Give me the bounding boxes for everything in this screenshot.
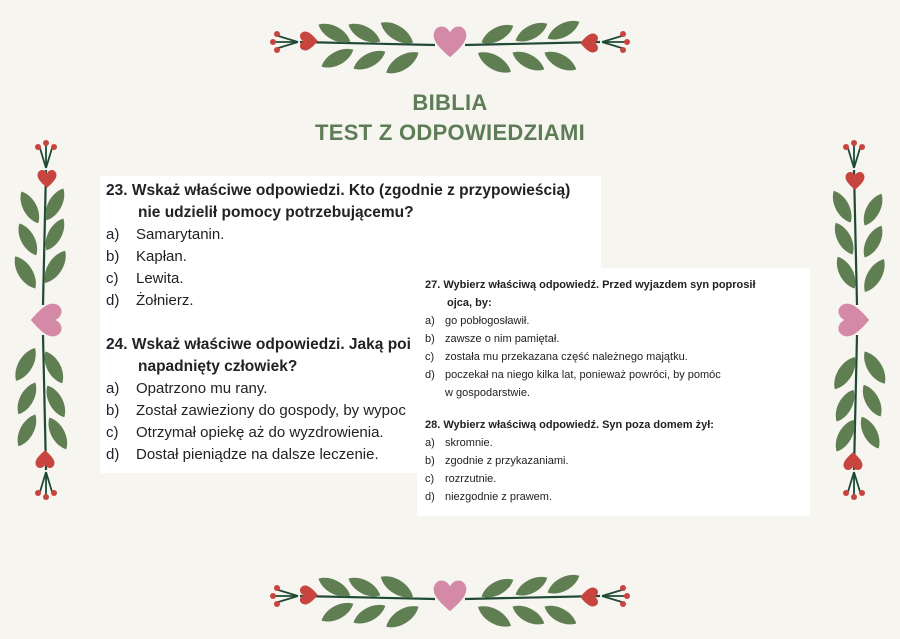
- answer-option: b) Został zawieziony do gospody, by wypoc: [106, 402, 406, 419]
- floral-garland-icon: [822, 130, 892, 510]
- answer-option: c) Lewita.: [106, 270, 184, 287]
- question-28: [425, 416, 714, 506]
- answer-option: b) Kapłan.: [106, 248, 187, 265]
- question-card-2: [417, 268, 810, 516]
- question-text: 24. Wskaż właściwe odpowiedzi. Jaką poi: [106, 336, 411, 353]
- floral-garland-icon: [260, 10, 640, 80]
- right-floral-garland: [822, 130, 892, 510]
- answer-option: a) Opatrzono mu rany.: [106, 380, 268, 397]
- answer-option: a) go pobłogosławił.: [425, 315, 530, 327]
- question-text-cont: ojca, by:: [447, 297, 492, 309]
- floral-garland-icon: [260, 564, 640, 634]
- page-title: BIBLIA: [412, 90, 488, 115]
- question-text: 27. Wybierz właściwą odpowiedź. Przed wyjazdem syn poprosił: [425, 279, 756, 291]
- floral-garland-icon: [8, 130, 78, 510]
- question-text: 23. Wskaż właściwe odpowiedzi. Kto (zgodnie z przypowieścią): [106, 182, 571, 199]
- answer-option: c) Otrzymał opiekę aż do wyzdrowienia.: [106, 424, 384, 441]
- question-27: [425, 276, 756, 402]
- bottom-floral-garland: [260, 564, 640, 634]
- question-text-cont: nie udzielił pomocy potrzebującemu?: [138, 204, 414, 221]
- answer-option-cont: w gospodarstwie.: [445, 387, 530, 399]
- answer-option: c) została mu przekazana część należnego majątku.: [425, 351, 688, 363]
- answer-option: a) Samarytanin.: [106, 226, 225, 243]
- answer-option: d) poczekał na niego kilka lat, ponieważ powróci, by pomóc: [425, 369, 721, 381]
- question-text-cont: napadnięty człowiek?: [138, 358, 298, 375]
- answer-option: d) Żołnierz.: [106, 292, 194, 309]
- answer-option: d) niezgodnie z prawem.: [425, 491, 553, 503]
- top-floral-garland: [260, 10, 640, 80]
- answer-option: b) zgodnie z przykazaniami.: [425, 455, 569, 467]
- answer-option: d) Dostał pieniądze na dalsze leczenie.: [106, 446, 379, 463]
- answer-option: a) skromnie.: [425, 437, 493, 449]
- page-subtitle: TEST Z ODPOWIEDZIAMI: [315, 120, 585, 145]
- left-floral-garland: [8, 130, 78, 510]
- question-24: [106, 334, 411, 466]
- answer-option: c) rozrzutnie.: [425, 473, 497, 485]
- answer-option: b) zawsze o nim pamiętał.: [425, 333, 560, 345]
- question-text: 28. Wybierz właściwą odpowiedź. Syn poza domem żył:: [425, 419, 714, 431]
